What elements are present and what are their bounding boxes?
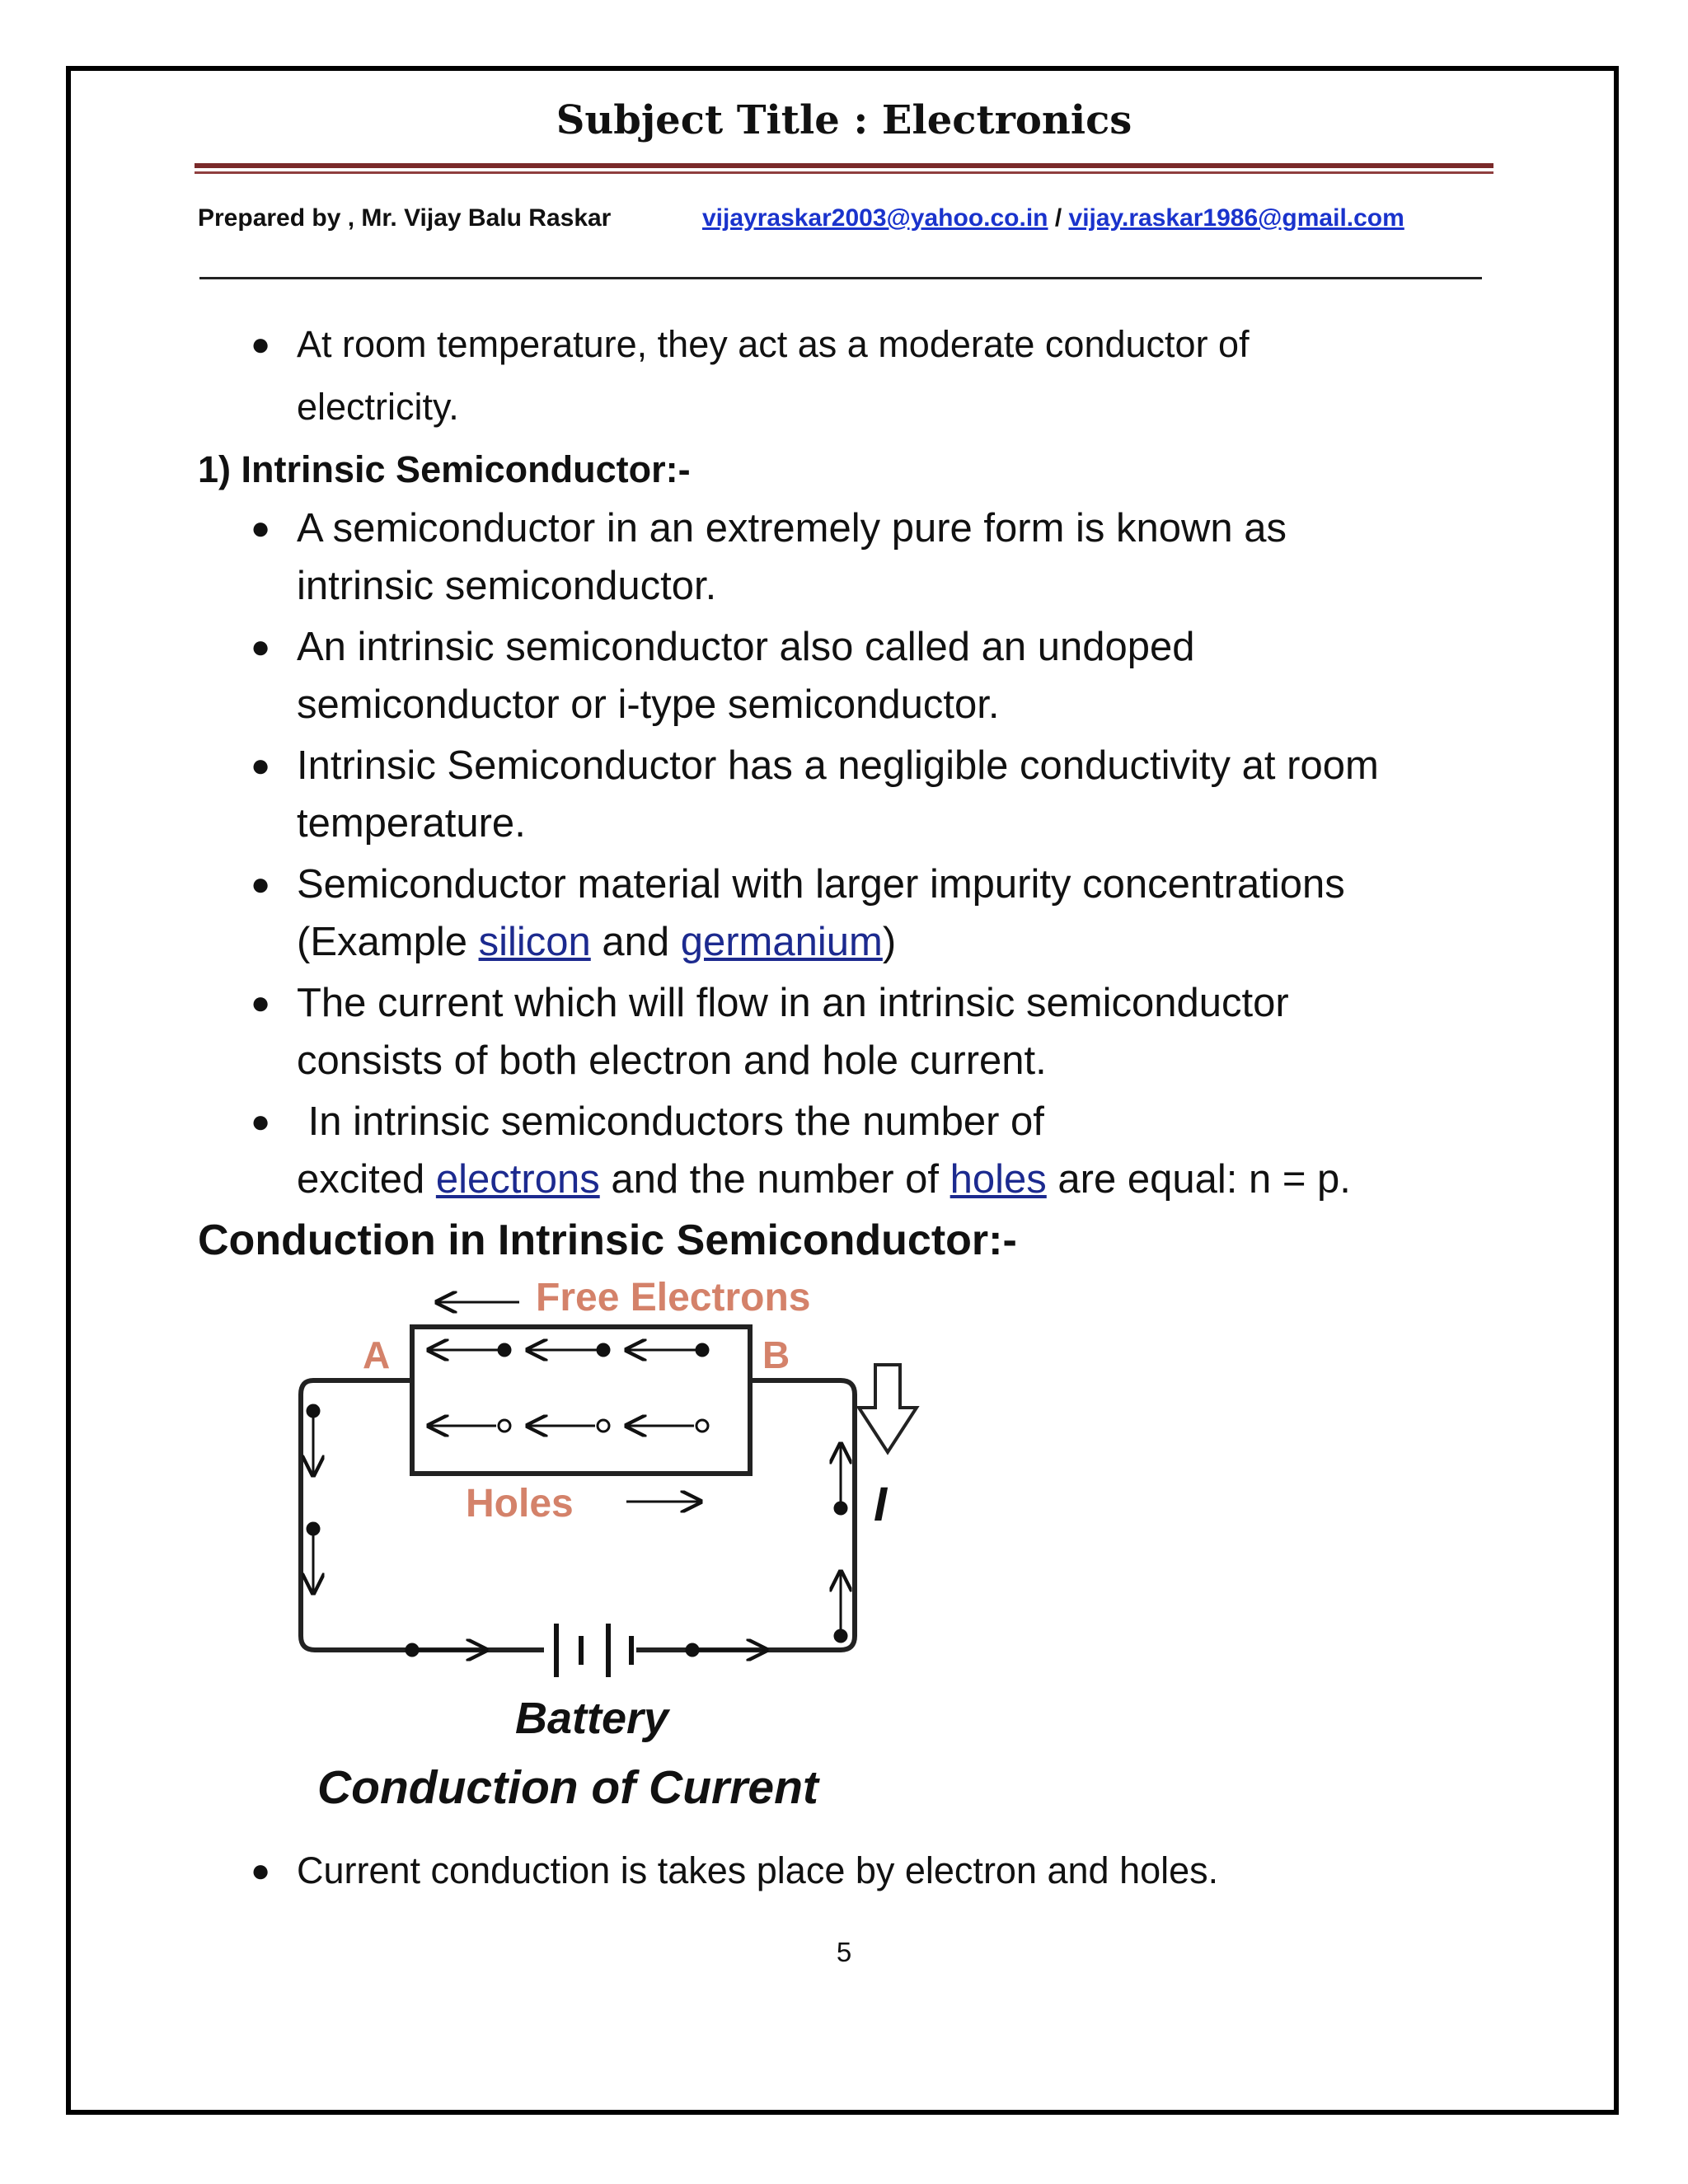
- bullet-line: A semiconductor in an extremely pure form is known as: [297, 506, 1287, 551]
- intrinsic-list: [198, 499, 1517, 1208]
- link-holes[interactable]: holes: [950, 1157, 1047, 1202]
- bullet-icon: ●: [251, 510, 271, 546]
- author-emails: [702, 204, 1404, 232]
- text-fragment: ): [882, 920, 897, 964]
- list-item: [198, 855, 1517, 971]
- bullet-icon: ●: [251, 1853, 271, 1889]
- email-link-yahoo[interactable]: vijayraskar2003@yahoo.co.in: [702, 204, 1048, 232]
- bullet-line: At room temperature, they act as a moderate conductor of: [297, 323, 1250, 365]
- link-germanium[interactable]: germanium: [680, 920, 883, 964]
- intro-list: [198, 313, 1517, 438]
- bottom-electrons: [406, 1644, 767, 1656]
- list-item: [198, 1840, 1517, 1902]
- free-electrons-label: Free Electrons: [536, 1276, 811, 1319]
- section-heading-conduction: Conduction in Intrinsic Semiconductor:-: [198, 1216, 1017, 1264]
- header-underline: [199, 277, 1482, 279]
- bullet-line: An intrinsic semiconductor also called an undoped: [297, 625, 1195, 669]
- bullet-icon: ●: [251, 866, 271, 902]
- page-content: [198, 313, 1517, 1269]
- bullet-icon: ●: [251, 1104, 271, 1140]
- terminal-a-label: A: [363, 1333, 391, 1376]
- page-number: 5: [836, 1937, 852, 1967]
- text-fragment: (Example: [297, 920, 479, 964]
- bullet-line: semiconductor or i-type semiconductor.: [297, 682, 1000, 727]
- list-item: [198, 618, 1517, 733]
- email-separator: /: [1048, 204, 1069, 232]
- list-item: [198, 313, 1517, 438]
- left-electrons: [307, 1405, 319, 1593]
- bullet-line: consists of both electron and hole current.: [297, 1038, 1047, 1083]
- terminal-b-label: B: [762, 1333, 790, 1376]
- list-item: [198, 974, 1517, 1090]
- title-rule-thin: [195, 171, 1493, 174]
- bullet-icon: ●: [251, 748, 271, 784]
- right-electrons: [835, 1444, 846, 1642]
- bullet-line: In intrinsic semiconductors the number of: [297, 1099, 1044, 1144]
- current-label: I: [874, 1478, 888, 1531]
- bullet-line: Intrinsic Semiconductor has a negligible conductivity at room: [297, 743, 1379, 788]
- page-title: Subject Title : Electronics: [556, 97, 1132, 143]
- email-link-gmail[interactable]: vijay.raskar1986@gmail.com: [1068, 204, 1404, 232]
- list-item: [198, 1093, 1517, 1208]
- list-item: [198, 499, 1517, 615]
- link-silicon[interactable]: silicon: [478, 920, 591, 964]
- text-fragment: and: [590, 920, 681, 964]
- link-electrons[interactable]: electrons: [435, 1157, 600, 1202]
- bullet-icon: ●: [251, 629, 271, 665]
- text-fragment: and the number of: [599, 1157, 950, 1202]
- battery-label: Battery: [515, 1694, 669, 1743]
- bullet-line: temperature.: [297, 801, 526, 846]
- text-fragment: are equal: n = p.: [1046, 1157, 1351, 1202]
- bullet-line: Semiconductor material with larger impurity concentrations: [297, 862, 1345, 907]
- conduction-diagram: [280, 1261, 1022, 1838]
- diagram-caption: Conduction of Current: [317, 1761, 818, 1814]
- closing-list: [198, 1840, 1517, 1902]
- bullet-line: electricity.: [297, 386, 459, 428]
- title-rule-thick: [195, 163, 1493, 168]
- text-fragment: excited: [297, 1157, 436, 1202]
- bullet-icon: ●: [251, 326, 271, 363]
- prepared-by: Prepared by , Mr. Vijay Balu Raskar: [198, 204, 612, 232]
- battery-icon: [556, 1624, 631, 1677]
- section-heading-intrinsic: 1) Intrinsic Semiconductor:-: [198, 448, 691, 490]
- bullet-line: Current conduction is takes place by electron and holes.: [297, 1849, 1219, 1891]
- list-item: [198, 737, 1517, 852]
- bullet-line: intrinsic semiconductor.: [297, 564, 717, 608]
- bullet-icon: ●: [251, 985, 271, 1021]
- holes-label: Holes: [466, 1482, 574, 1526]
- bullet-line: The current which will flow in an intrinsic semiconductor: [297, 981, 1289, 1025]
- current-arrow-icon: [859, 1365, 917, 1452]
